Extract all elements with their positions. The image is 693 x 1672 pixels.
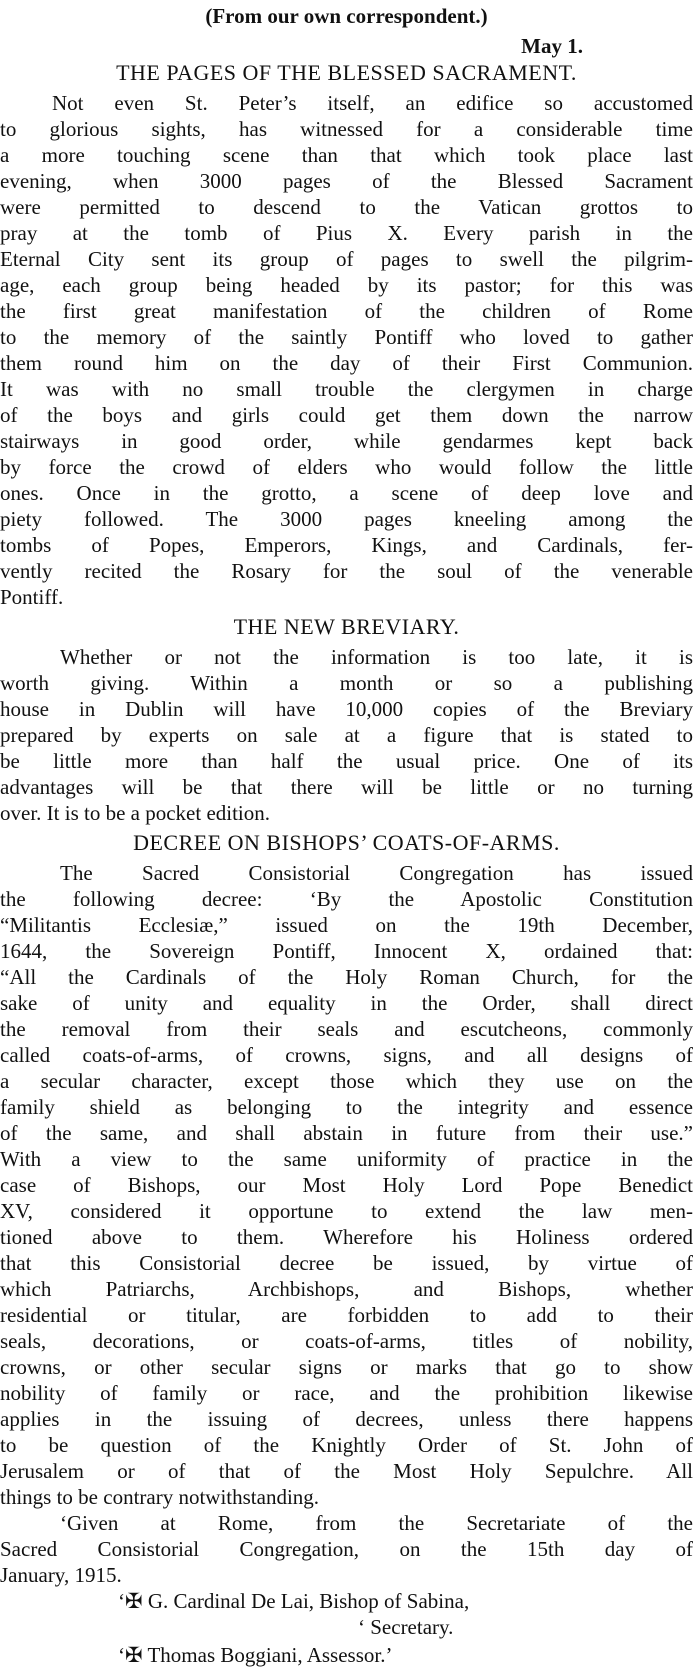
- text-line: of the same, and shall abstain in future from their use.”: [0, 1121, 693, 1145]
- text-line: It was with no small trouble the clergymen in charge: [0, 377, 693, 401]
- text-line: age, each group being headed by its pastor; for this was: [0, 273, 693, 297]
- text-line: Whether or not the information is too late, it is: [60, 645, 693, 669]
- text-line: over. It is to be a pocket edition.: [0, 801, 271, 825]
- text-line: nobility of family or race, and the prohibition likewise: [0, 1381, 693, 1405]
- text-line: ‘Given at Rome, from the Secretariate of the: [60, 1511, 693, 1535]
- text-line: worth giving. Within a month or so a publishing: [0, 671, 693, 695]
- text-line: Not even St. Peter’s itself, an edifice so accustomed: [52, 91, 693, 115]
- text-line: by force the crowd of elders who would follow the little: [0, 455, 693, 479]
- section-title-decree-on-bishops-coats-of-arms: DECREE ON BISHOPS’ COATS-OF-ARMS.: [133, 830, 560, 855]
- text-line: family shield as belonging to the integrity and essence: [0, 1095, 693, 1119]
- text-line: piety followed. The 3000 pages kneeling among the: [0, 507, 693, 531]
- text-line: “Militantis Ecclesiæ,” issued on the 19th December,: [0, 913, 693, 937]
- text-line: that this Consistorial decree be issued, by virtue of: [0, 1251, 693, 1275]
- date: May 1.: [521, 34, 583, 58]
- text-line: residential or titular, are forbidden to add to their: [0, 1303, 693, 1327]
- section-title-new-breviary: THE NEW BREVIARY.: [233, 614, 460, 639]
- text-line: vently recited the Rosary for the soul of the venerable: [0, 559, 693, 583]
- text-line: to the memory of the saintly Pontiff who loved to gather: [0, 325, 693, 349]
- text-line: be little more than half the usual price. One of its: [0, 749, 693, 773]
- text-line: sake of unity and equality in the Order, shall direct: [0, 991, 693, 1015]
- text-line: “All the Cardinals of the Holy Roman Church, for the: [0, 965, 693, 989]
- text-line: Pontiff.: [0, 585, 64, 609]
- text-line: January, 1915.: [0, 1563, 122, 1587]
- text-line: Jerusalem or of that of the Most Holy Sepulchre. All: [0, 1459, 693, 1483]
- text-line: house in Dublin will have 10,000 copies of the Breviary: [0, 697, 693, 721]
- text-line: to glorious sights, has witnessed for a considerable time: [0, 117, 693, 141]
- text-line: Sacred Consistorial Congregation, on the 15th day of: [0, 1537, 693, 1561]
- text-line: of the boys and girls could get them down the narrow: [0, 403, 693, 427]
- text-line: advantages will be that there will be little or no turning: [0, 775, 693, 799]
- text-line: a more touching scene than that which took place last: [0, 143, 693, 167]
- text-line: which Patriarchs, Archbishops, and Bishops, whether: [0, 1277, 693, 1301]
- text-line: ones. Once in the grotto, a scene of deep love and: [0, 481, 693, 505]
- text-line: things to be contrary notwithstanding.: [0, 1485, 320, 1509]
- text-line: XV, considered it opportune to extend the law men-: [0, 1199, 693, 1223]
- text-line: prepared by experts on sale at a figure that is stated to: [0, 723, 693, 747]
- signature-cardinal-de-lai: ‘✠ G. Cardinal De Lai, Bishop of Sabina,: [118, 1589, 470, 1613]
- text-line: With a view to the same uniformity of practice in the: [0, 1147, 693, 1171]
- text-line: were permitted to descend to the Vatican grottos to: [0, 195, 693, 219]
- text-line: the removal from their seals and escutcheons, commonly: [0, 1017, 693, 1041]
- text-line: a secular character, except those which they use on the: [0, 1069, 693, 1093]
- section-title-pages-of-blessed-sacrament: THE PAGES OF THE BLESSED SACRAMENT.: [116, 60, 577, 85]
- text-line: evening, when 3000 pages of the Blessed Sacrament: [0, 169, 693, 193]
- dateline: (From our own correspondent.): [205, 4, 488, 28]
- text-line: case of Bishops, our Most Holy Lord Pope Benedict: [0, 1173, 693, 1197]
- text-line: The Sacred Consistorial Congregation has issued: [60, 861, 693, 885]
- text-line: seals, decorations, or coats-of-arms, titles of nobility,: [0, 1329, 693, 1353]
- signature-thomas-boggiani: ‘✠ Thomas Boggiani, Assessor.’: [118, 1643, 393, 1667]
- text-line: tioned above to them. Wherefore his Holiness ordered: [0, 1225, 693, 1249]
- text-line: crowns, or other secular signs or marks that go to show: [0, 1355, 693, 1379]
- text-line: called coats-of-arms, of crowns, signs, and all designs of: [0, 1043, 693, 1067]
- text-line: 1644, the Sovereign Pontiff, Innocent X, ordained that:: [0, 939, 693, 963]
- text-line: applies in the issuing of decrees, unless there happens: [0, 1407, 693, 1431]
- signature-secretary: ‘ Secretary.: [358, 1615, 454, 1639]
- text-line: pray at the tomb of Pius X. Every parish in the: [0, 221, 693, 245]
- text-line: tombs of Popes, Emperors, Kings, and Cardinals, fer-: [0, 533, 693, 557]
- text-line: them round him on the day of their First Communion.: [0, 351, 693, 375]
- text-line: Eternal City sent its group of pages to swell the pilgrim-: [0, 247, 693, 271]
- text-line: to be question of the Knightly Order of St. John of: [0, 1433, 693, 1457]
- text-line: the first great manifestation of the children of Rome: [0, 299, 693, 323]
- text-line: the following decree: ‘By the Apostolic Constitution: [0, 887, 693, 911]
- text-line: stairways in good order, while gendarmes kept back: [0, 429, 693, 453]
